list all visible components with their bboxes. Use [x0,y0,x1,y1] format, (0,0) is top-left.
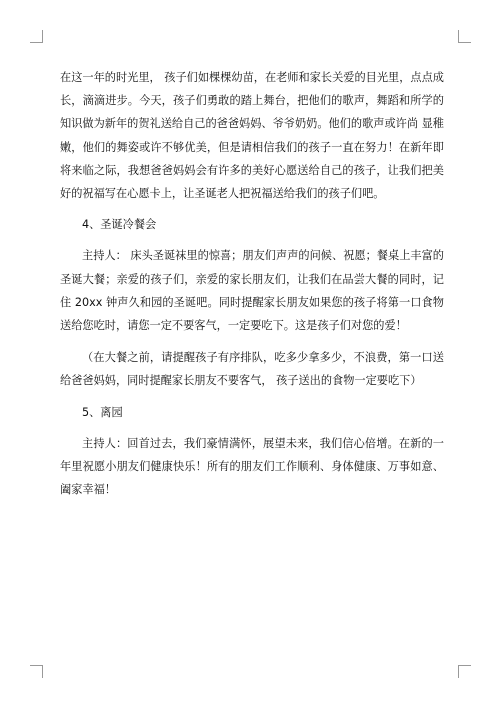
paragraph-host-closing: 主持人：回首过去，我们豪情满怀，展望未来，我们信心倍增。在新的一年里祝愿小朋友们健康快乐！所有的朋友们工作顺利、身体健康、万事如意、阖家幸福！ [60,436,444,497]
section-heading-christmas-buffet: 4、圣诞冷餐会 [82,218,157,232]
paragraph-host-buffet: 主持人： 床头圣诞袜里的惊喜；朋友们声声的问候、祝愿；餐桌上丰富的圣诞大餐；亲爱的孩子们，亲爱的家长朋友们，让我们在品尝大餐的同时，记住 20xx 钟声久和园的圣诞吧。同时提醒家长朋友如果您的孩子将第一口食物送给您吃时，请您一定不要客气，一定要吃下。这是孩子们对您的爱！ [60,249,444,333]
document-body [60,66,444,501]
corner-mark-top-left [30,30,43,43]
paragraph-buffet-note: （在大餐之前，请提醒孩子有序排队，吃多少拿多少，不浪费，第一口送给爸爸妈妈，同时提醒家长朋友不要客气， 孩子送出的食物一定要吃下） [60,351,444,388]
section-heading-leaving: 5、离园 [82,405,123,419]
corner-mark-bottom-right [458,665,471,678]
corner-mark-top-right [458,30,471,43]
paragraph-intro: 在这一年的时光里， 孩子们如棵棵幼苗，在老师和家长关爱的目光里，点点成长，滴滴进步。今天，孩子们勇敢的踏上舞台，把他们的歌声，舞蹈和所学的知识做为新年的贺礼送给自己的爸爸妈妈、爷爷奶奶。他们的歌声或许尚 显稚嫩，他们的舞姿或许不够优美，但是请相信我们的孩子一直在努力！在新年即将来临之际，我想爸爸妈妈会有许多的美好心愿送给自己的孩子，让我们把美好的祝福写在心愿卡上，让圣诞老人把祝福送给我们的孩子们吧。 [60,71,444,201]
corner-mark-bottom-left [30,665,43,678]
